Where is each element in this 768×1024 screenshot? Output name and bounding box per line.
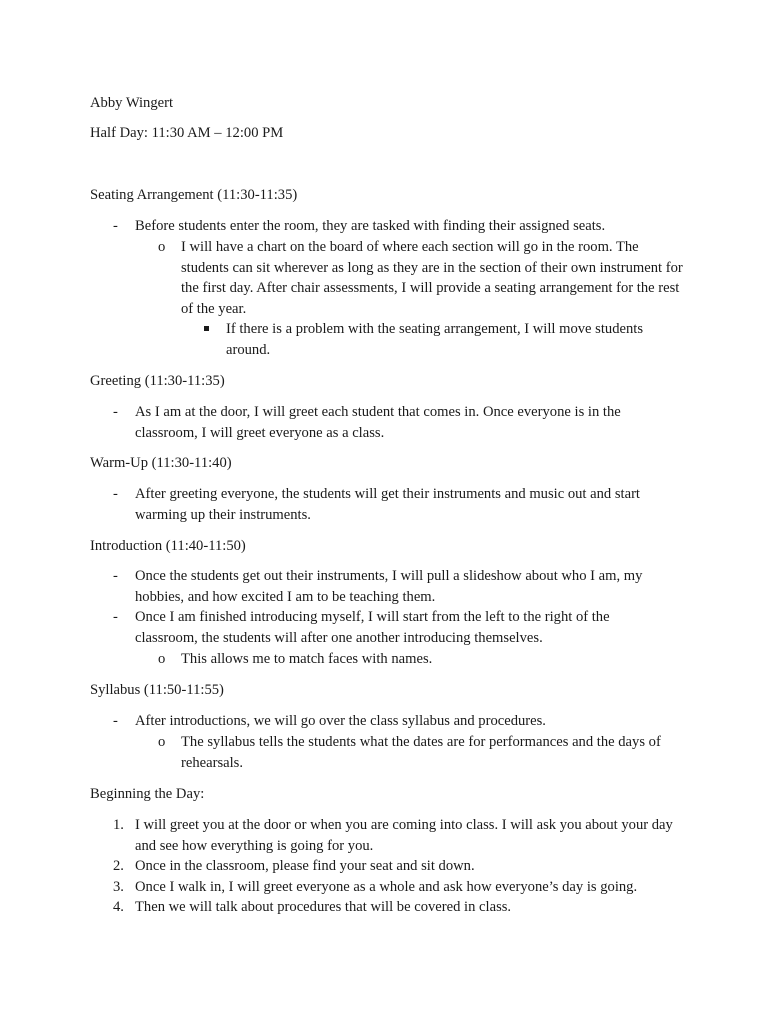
introduction-sub-bullet-1: This allows me to match faces with names.	[181, 651, 433, 667]
dash-bullet-marker: -	[113, 404, 118, 420]
seating-sub-bullet-1: I will have a chart on the board of where each section will go in the room. The students can sit wherever as long as they are in the section of their own instrument for the first day. After chair assessments, I will provide a seating arrangement for the rest of the year.	[181, 239, 683, 317]
list-number: 1.	[113, 817, 124, 833]
circle-bullet-marker: o	[158, 651, 166, 667]
seating-bullet-1: Before students enter the room, they are tasked with finding their assigned seats.	[135, 218, 606, 234]
dash-bullet-marker: -	[113, 486, 118, 502]
section-heading-syllabus: Syllabus (11:50-11:55)	[90, 682, 224, 698]
syllabus-sub-bullet-1: The syllabus tells the students what the dates are for performances and the days of rehearsals.	[181, 734, 661, 771]
square-bullet-icon	[204, 326, 209, 331]
list-item: Once in the classroom, please find your seat and sit down.	[135, 858, 475, 874]
list-number: 4.	[113, 899, 124, 915]
section-heading-warmup: Warm-Up (11:30-11:40)	[90, 455, 232, 471]
list-item: Then we will talk about procedures that will be covered in class.	[135, 899, 512, 915]
section-heading-seating: Seating Arrangement (11:30-11:35)	[90, 187, 298, 203]
dash-bullet-marker: -	[113, 609, 118, 625]
warmup-bullet-1: After greeting everyone, the students will get their instruments and music out and start warming up their instruments.	[135, 486, 640, 523]
dash-bullet-marker: -	[113, 218, 118, 234]
syllabus-bullet-1: After introductions, we will go over the class syllabus and procedures.	[135, 713, 546, 729]
circle-bullet-marker: o	[158, 734, 166, 750]
section-heading-greeting: Greeting (11:30-11:35)	[90, 373, 225, 389]
list-item: Once I walk in, I will greet everyone as a whole and ask how everyone’s day is going.	[135, 879, 638, 895]
section-heading-introduction: Introduction (11:40-11:50)	[90, 538, 246, 554]
dash-bullet-marker: -	[113, 713, 118, 729]
introduction-bullet-1: Once the students get out their instruments, I will pull a slideshow about who I am, my hobbies, and how excited I am to be teaching them.	[135, 568, 643, 605]
introduction-bullet-2: Once I am finished introducing myself, I will start from the left to the right of the classroom, the students will after one another introducing themselves.	[135, 609, 610, 646]
dash-bullet-marker: -	[113, 568, 118, 584]
section-heading-beginning: Beginning the Day:	[90, 786, 205, 802]
circle-bullet-marker: o	[158, 239, 166, 255]
seating-subsub-bullet-1: If there is a problem with the seating arrangement, I will move students around.	[226, 321, 644, 358]
list-number: 2.	[113, 858, 124, 874]
greeting-bullet-1: As I am at the door, I will greet each student that comes in. Once everyone is in the classroom, I will greet everyone as a class.	[135, 404, 621, 441]
schedule-line: Half Day: 11:30 AM – 12:00 PM	[90, 125, 284, 141]
list-number: 3.	[113, 879, 124, 895]
author-name: Abby Wingert	[90, 95, 174, 111]
list-item: I will greet you at the door or when you are coming into class. I will ask you about your day and see how everything is going for you.	[135, 817, 673, 854]
